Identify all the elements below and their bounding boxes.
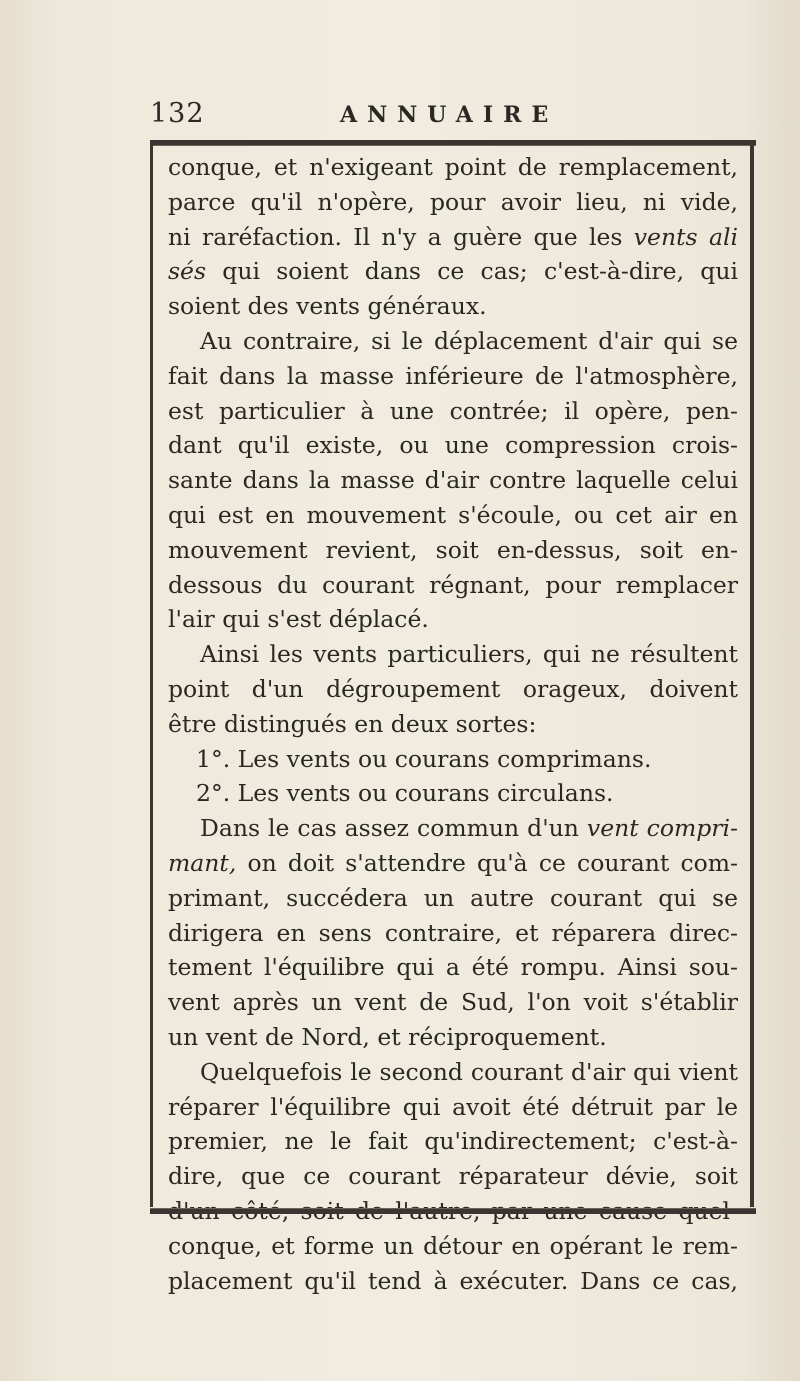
text-line: tement l'équilibre qui a été rompu. Ainsi sou-	[168, 953, 738, 982]
text-line: dessous du courant régnant, pour remplacer	[168, 570, 738, 599]
text-line: parce qu'il n'opère, pour avoir lieu, ni vide,	[168, 187, 738, 216]
text-line: est particulier à une contrée; il opère, pen-	[168, 396, 738, 425]
text-line: mouvement revient, soit en-dessus, soit en-	[168, 535, 738, 564]
page-number: 132	[150, 98, 205, 129]
text-line: premier, ne le fait qu'indirectement; c'est-à-	[168, 1127, 738, 1156]
list-item: 2°. Les vents ou courans circulans.	[196, 779, 614, 808]
text-line: conque, et n'exigeant point de remplacement,	[168, 153, 738, 181]
text-line: Dans le cas assez commun d'un vent compri-	[200, 814, 738, 843]
text-line: fait dans la masse inférieure de l'atmosphère,	[168, 361, 738, 390]
italic-term: vent compri-	[586, 814, 738, 843]
running-title: ANNUAIRE	[340, 102, 559, 128]
italic-term: vents ali	[633, 222, 738, 251]
text-line: dirigera en sens contraire, et réparera direc-	[168, 918, 738, 947]
page-header	[150, 98, 755, 138]
text-line: être distingués en deux sortes:	[168, 709, 537, 738]
text-line: sés qui soient dans ce cas; c'est-à-dire, qui	[168, 257, 738, 286]
text-line: réparer l'équilibre qui avoit été détruit par le	[168, 1092, 738, 1121]
text-line: vent après un vent de Sud, l'on voit s'établir	[168, 988, 738, 1017]
text-line: dire, que ce courant réparateur dévie, soit	[168, 1162, 738, 1191]
text-line: sante dans la masse d'air contre laquelle celui	[168, 466, 738, 495]
text-line: point d'un dégroupement orageux, doivent	[168, 674, 738, 703]
bottom-rule	[150, 1208, 756, 1214]
italic-term: mant,	[168, 848, 237, 877]
text-line: placement qu'il tend à exécuter. Dans ce cas,	[168, 1266, 738, 1295]
text-line: Quelquefois le second courant d'air qui vient	[200, 1057, 738, 1086]
text-line: ni raréfaction. Il n'y a guère que les vents ali	[168, 222, 738, 251]
italic-term: sés	[168, 257, 207, 286]
text-line: soient des vents généraux.	[168, 292, 487, 321]
text-line: conque, et forme un détour en opérant le rem-	[168, 1231, 738, 1260]
body-text	[168, 150, 738, 1298]
list-item: 1°. Les vents ou courans comprimans.	[196, 744, 652, 773]
text-line: mant, on doit s'attendre qu'à ce courant com-	[168, 848, 738, 877]
text-line: Ainsi les vents particuliers, qui ne résultent	[200, 640, 738, 669]
text-line: l'air qui s'est déplacé.	[168, 605, 429, 634]
text-line: Au contraire, si le déplacement d'air qui se	[200, 326, 738, 355]
text-line: un vent de Nord, et réciproquement.	[168, 1022, 607, 1051]
text-line: qui est en mouvement s'écoule, ou cet air en	[168, 500, 738, 529]
text-line: dant qu'il existe, ou une compression crois-	[168, 431, 738, 460]
text-line: primant, succédera un autre courant qui se	[168, 883, 738, 912]
